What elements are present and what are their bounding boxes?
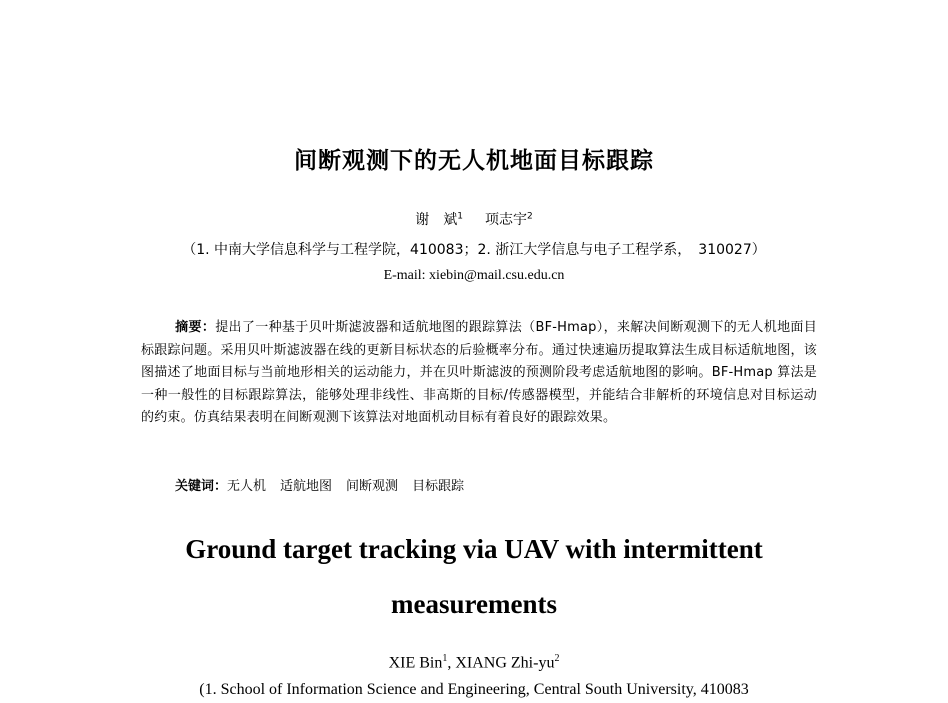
author-1-name-english: XIE Bin: [388, 654, 443, 672]
author-2-affiliation-mark: 2: [527, 211, 533, 222]
paper-title-chinese: 间断观测下的无人机地面目标跟踪: [294, 148, 654, 174]
affiliation-english: (1. School of Information Science and Engineering, Central South University, 410083: [199, 681, 749, 698]
author-separator: ,: [447, 654, 456, 672]
abstract-text: 提出了一种基于贝叶斯滤波器和适航地图的跟踪算法（BF-Hmap），来解决间断观测下的无人机地面目标跟踪问题。采用贝叶斯滤波器在线的更新目标状态的后验概率分布。通过快速遍历提取算法生成目标适航地图，该图描述了地面目标与当前地形相关的运动能力，并在贝叶斯滤波的预测阶段考虑适航地图的影响。BF-Hmap 算法是一种一般性的目标跟踪算法，能够处理非线性、非高斯的目标/传感器模型，并能结合非解析的环境信息对目标运动的约束。仿真结果表明在间断观测下该算法对地面机动目标有着良好的跟踪效果。: [141, 320, 817, 426]
author-1-name: 谢 斌: [415, 212, 458, 228]
author-2-name: 项志宇: [485, 212, 527, 228]
authors-chinese: [0, 209, 948, 229]
keyword-item: 目标跟踪: [412, 479, 465, 494]
paper-title-english-line-1: Ground target tracking via UAV with intermittent: [185, 534, 763, 564]
author-2-name-english: XIANG Zhi-yu: [455, 654, 555, 672]
keyword-item: 适航地图: [280, 479, 333, 494]
paper-title-english-line-2: measurements: [391, 589, 557, 619]
keyword-item: 间断观测: [346, 479, 399, 494]
keywords-line: [175, 475, 478, 494]
keywords-label: 关键词：: [175, 479, 228, 494]
authors-english: [0, 653, 948, 672]
email-address: E-mail: xiebin@mail.csu.edu.cn: [383, 268, 565, 283]
keyword-item: 无人机: [227, 479, 267, 494]
abstract-label: 摘要：: [175, 320, 216, 335]
author-1-affiliation-mark-english: 1: [442, 653, 448, 664]
abstract-paragraph: [141, 317, 817, 430]
affiliation-chinese: （1. 中南大学信息科学与工程学院，410083；2. 浙江大学信息与电子工程学系， 310027）: [182, 242, 766, 258]
author-2-affiliation-mark-english: 2: [554, 653, 560, 664]
author-1-affiliation-mark: 1: [457, 211, 463, 222]
